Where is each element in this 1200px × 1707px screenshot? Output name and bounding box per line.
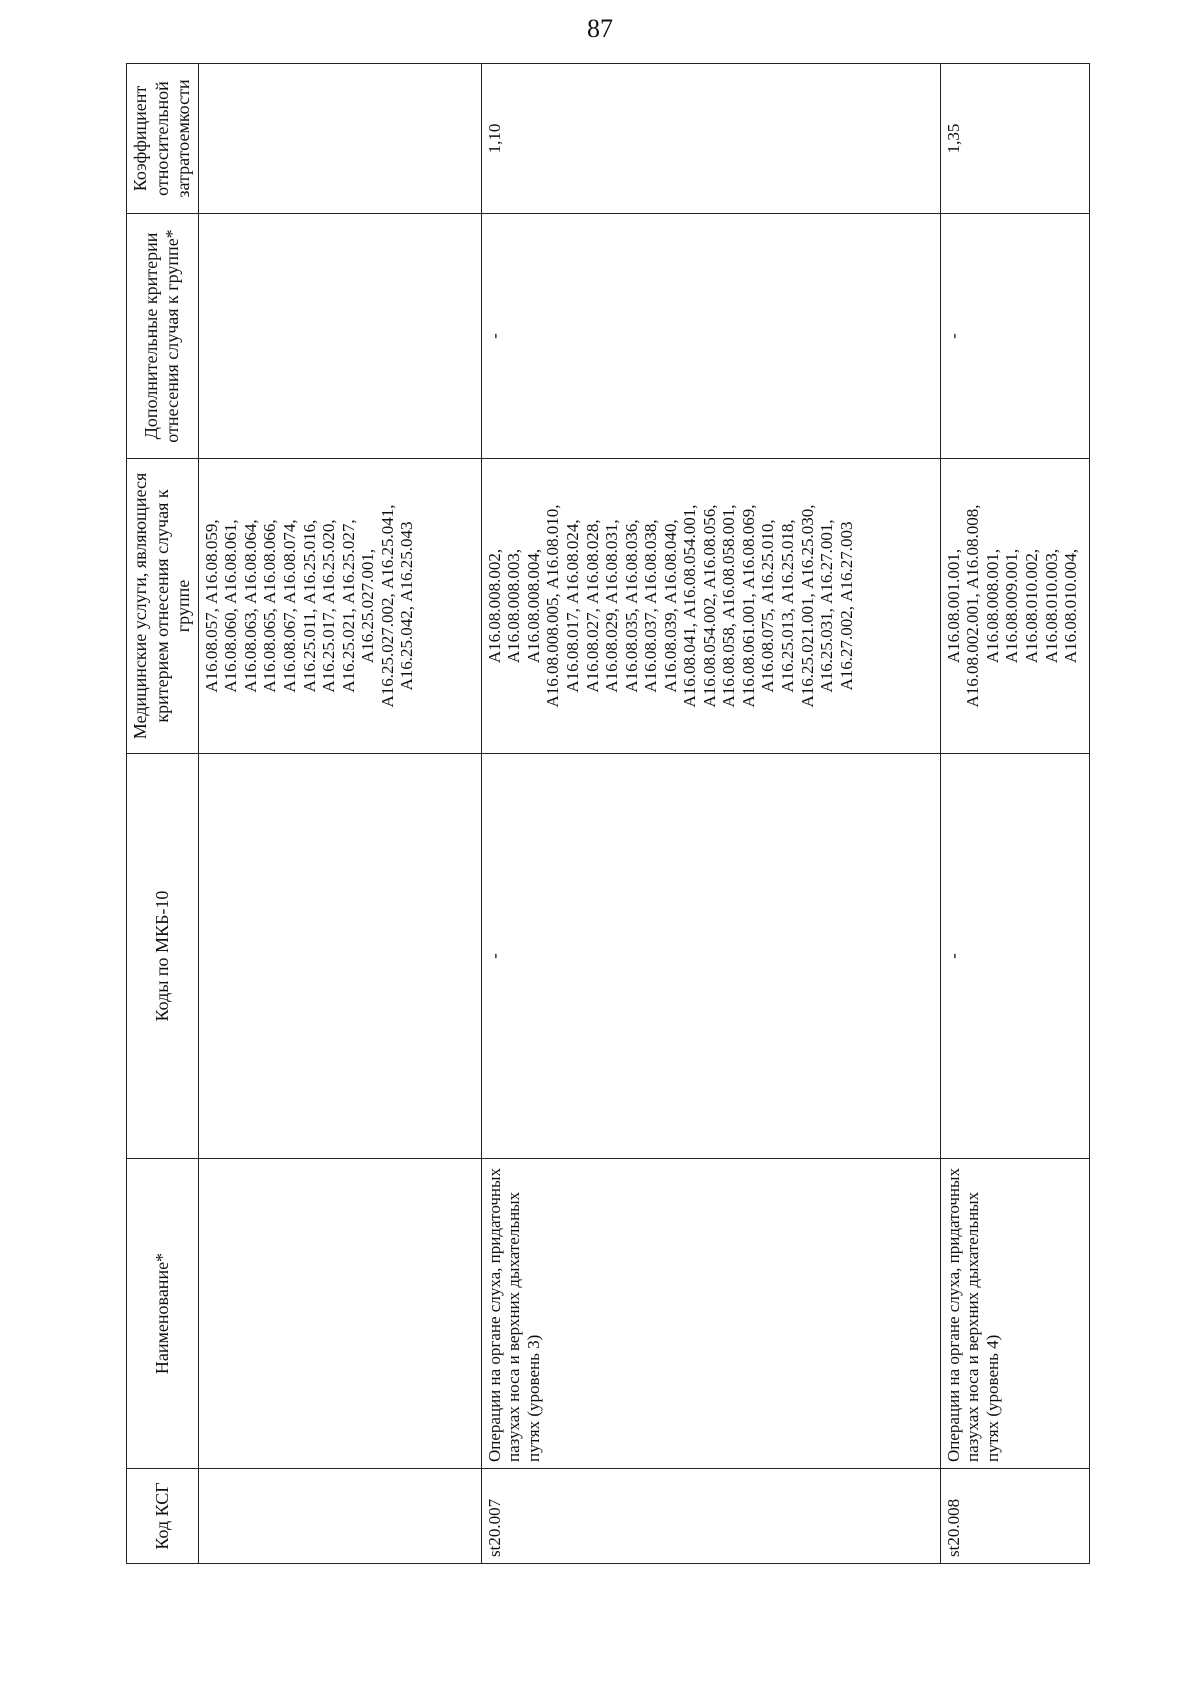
service-code-line: А16.08.008.004, [523,548,543,664]
service-code-line: А16.25.031, А16.27.001, [817,519,837,693]
service-code-line: А16.08.035, А16.08.036, [621,519,641,693]
service-code-line: А16.08.067, А16.08.074, [279,519,299,693]
cell-code: st20.007 [481,1469,940,1564]
service-code-line: А16.08.039, А16.08.040, [660,519,680,693]
service-code-line: А16.25.021, А16.25.027, [338,519,358,693]
service-code-line: А16.08.041, А16.08.054.001, [680,504,700,708]
service-code-line: А16.08.002.001, А16.08.008, [963,504,983,708]
cell-coefficient: 1,35 [940,64,1089,214]
header-coefficient: Коэффициент относительной затратоемкости [127,64,199,214]
service-code-line: А16.25.017, А16.25.020, [319,519,339,693]
service-code-line: А16.08.001.001, [943,548,963,664]
cell-services [198,459,481,754]
page-number: 87 [587,14,613,43]
table-row [940,64,1089,1564]
service-code-line: А16.08.065, А16.08.066, [260,519,280,693]
cell-services [481,459,940,754]
service-code-line: А16.08.008.002, [484,548,504,664]
table-row [198,64,481,1564]
service-code-line: А16.08.008.003, [504,548,524,664]
header-name: Наименование* [127,1159,199,1469]
service-code-line: А16.08.008.005, А16.08.010, [543,504,563,708]
cell-code [198,1469,481,1564]
cell-icd: - [940,754,1089,1159]
cell-name [198,1159,481,1469]
service-code-line: А16.08.010.003, [1041,548,1061,664]
header-services: Медицинские услуги, являющиеся критерием отнесения случая к группе [127,459,199,754]
cell-extra-criteria: - [940,214,1089,459]
cell-extra-criteria: - [481,214,940,459]
service-code-line: А16.25.027.002, А16.25.041, [377,504,397,708]
cell-services [940,459,1089,754]
cell-coefficient [198,64,481,214]
service-code-line: А16.08.060, А16.08.061, [221,519,241,693]
service-code-line: А16.08.075, А16.25.010, [758,519,778,693]
service-code-line: А16.27.002, А16.27.003 [836,521,856,691]
service-code-line: А16.08.017, А16.08.024, [562,519,582,693]
service-code-line: А16.25.021.001, А16.25.030, [797,504,817,708]
service-code-line: А16.08.029, А16.08.031, [602,519,622,693]
service-code-line: А16.08.063, А16.08.064, [240,519,260,693]
service-code-line: А16.25.013, А16.25.018, [777,519,797,693]
ksg-table [126,63,1090,1564]
table-row [481,64,940,1564]
service-code-line: А16.08.054.002, А16.08.056, [699,504,719,708]
cell-name: Операции на органе слуха, придаточных пазухах носа и верхних дыхательных путях (уровень 3) [481,1159,940,1469]
service-code-line: А16.08.057, А16.08.059, [201,519,221,693]
service-code-line: А16.25.042, А16.25.043 [397,521,417,691]
service-code-line: А16.08.010.004, [1061,548,1081,664]
cell-extra-criteria [198,214,481,459]
header-icd: Коды по МКБ-10 [127,754,199,1159]
header-extra-criteria: Дополнительные критерии отнесения случая к группе* [127,214,199,459]
service-code-line: А16.25.011, А16.25.016, [299,519,319,693]
service-code-line: А16.08.058, А16.08.058.001, [719,504,739,708]
service-code-line: А16.08.009.001, [1002,548,1022,664]
service-code-line: А16.08.037, А16.08.038, [641,519,661,693]
header-code: Код КСГ [127,1469,199,1564]
header-row [127,64,199,1564]
service-code-line: А16.08.061.001, А16.08.069, [738,504,758,708]
cell-name: Операции на органе слуха, придаточных пазухах носа и верхних дыхательных путях (уровень 4) [940,1159,1089,1469]
cell-icd [198,754,481,1159]
service-code-line: А16.08.027, А16.08.028, [582,519,602,693]
service-code-line: А16.25.027.001, [358,548,378,664]
cell-coefficient: 1,10 [481,64,940,214]
rotated-table-container [126,64,1090,1564]
cell-icd: - [481,754,940,1159]
service-code-line: А16.08.008.001, [982,548,1002,664]
service-code-line: А16.08.010.002, [1021,548,1041,664]
cell-code: st20.008 [940,1469,1089,1564]
